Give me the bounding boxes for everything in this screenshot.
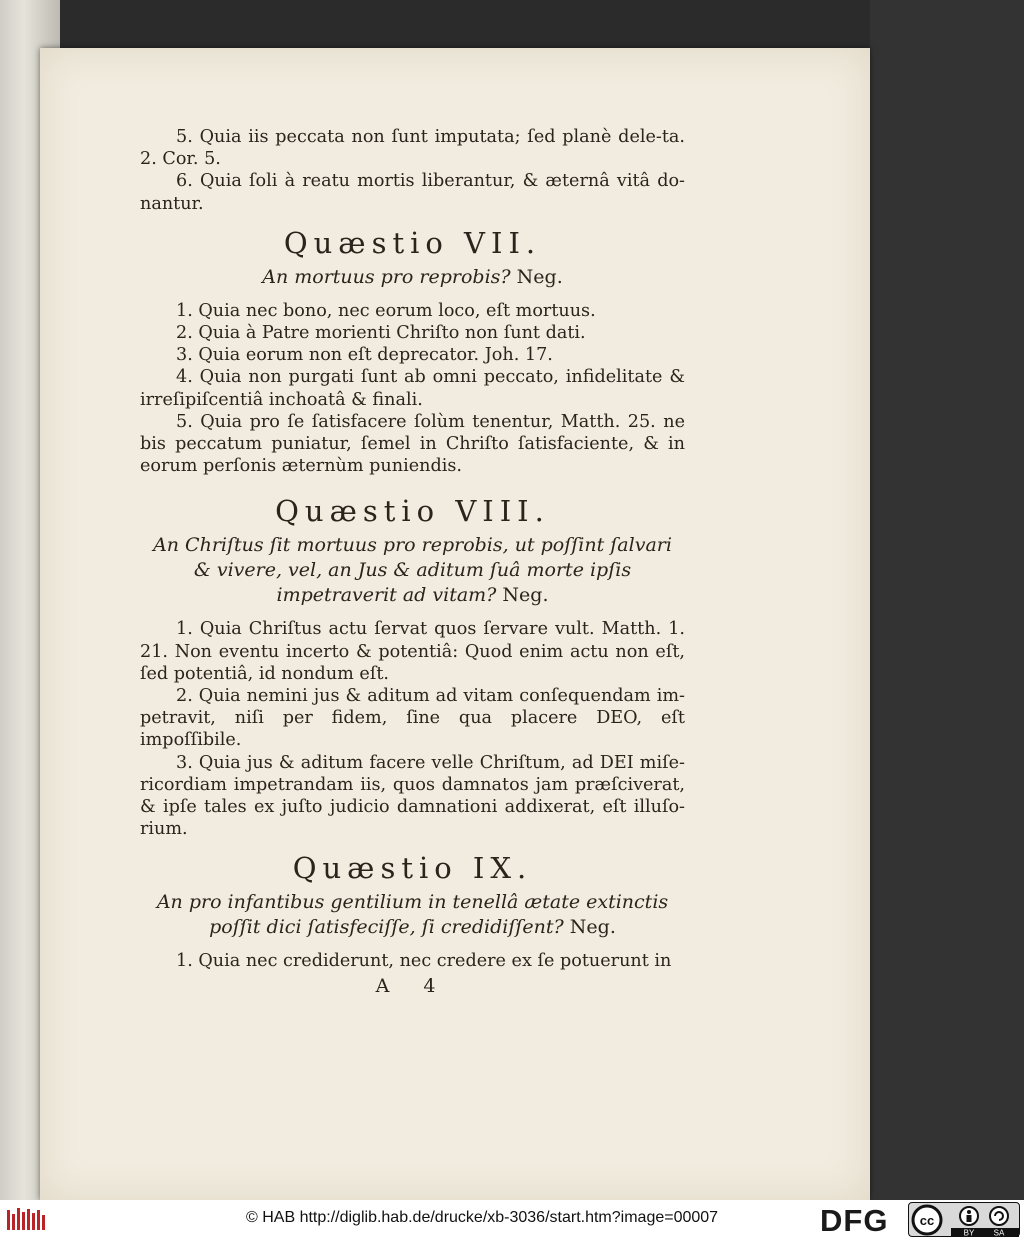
question-8 [150,533,675,608]
dfg-logo[interactable]: DFG [820,1203,889,1238]
question-9-neg: Neg. [569,916,616,939]
s7-item-3: 3. Quia eorum non eſt deprecator. Joh. 17. [176,345,553,366]
s8-item-2: 2. Quia nemini jus & aditum ad vitam conſequendam im-petravit, niſi per fidem, ſine qua placere DEO, eſt impoſſibile. [140,686,685,751]
s7-item-2: 2. Quia à Patre morienti Chriſto non ſunt dati. [176,323,586,344]
by-icon [960,1207,978,1225]
intro-line-6: 6. Quia ſoli à reatu mortis liberantur, & æternâ vitâ do-nantur. [140,171,685,214]
signature-mark: A 4 [375,974,450,997]
question-9-text: An pro infantibus gentilium in tenellâ ætate extinctis poſſit dici ſatisfeciſſe, ſi credidiſſent? [156,891,669,939]
s7-item-5: 5. Quia pro ſe ſatisfacere ſolùm tenentur, Matth. 25. ne bis peccatum puniatur, ſemel in Chriſto ſatisfaciente, & in eorum perſonis æternùm puniendis. [140,411,685,477]
viewer-footer-bar [0,1200,1024,1239]
heading-quaestio-8: Quæstio VIII. [275,494,550,529]
question-8-neg: Neg. [502,584,549,607]
heading-quaestio-9: Quæstio IX. [292,851,533,886]
cc-icon [913,1206,941,1234]
heading-quaestio-7: Quæstio VII. [283,225,542,260]
book-page [40,48,870,1200]
page-text [140,126,685,997]
copyright-url[interactable]: © HAB http://diglib.hab.de/drucke/xb-3036/start.htm?image=00007 [246,1209,719,1226]
cc-license-badge[interactable] [908,1202,1020,1237]
intro-line-5: 5. Quia iis peccata non ſunt imputata; ſed planè dele-ta. 2. Cor. 5. [140,127,685,170]
cc-by-label: BY [963,1228,975,1238]
s8-item-1: 1. Quia Chriſtus actu ſervat quos ſervare vult. Matth. 1. 21. Non eventu incerto & potentiâ: Quod enim actu non eſt, ſed potentiâ, id nondum eſt. [140,619,685,684]
s9-item-1: 1. Quia nec crediderunt, nec credere ex ſe potuerunt in [176,951,672,972]
hab-logo-icon[interactable] [6,1206,46,1234]
cc-sa-label: SA [993,1228,1005,1238]
viewer-background [870,0,1024,1200]
svg-text:cc: cc [919,1213,935,1228]
s7-item-4: 4. Quia non purgati ſunt ab omni peccato, infidelitate & irreſipiſcentiâ inchoatâ & finali. [140,367,685,410]
sa-icon [990,1207,1008,1225]
question-7-text: An mortuus pro reprobis? [262,265,511,288]
question-8-text: An Chriſtus ſit mortuus pro reprobis, ut poſſint ſalvari & vivere, vel, an Jus & aditum ſuâ morte ipſis impetraverit ad vitam? [153,534,672,607]
question-7-neg: Neg. [516,265,563,288]
s8-item-3: 3. Quia jus & aditum facere velle Chriſtum, ad DEI miſe-ricordiam impetrandam iis, quos damnatos jam præſciverat, & ipſe tales ex juſto judicio damnationi addixerat, eſt illuſo-rium. [140,752,685,840]
s7-item-1: 1. Quia nec bono, nec eorum loco, eſt mortuus. [176,300,596,321]
question-9 [150,890,675,940]
question-7 [150,265,675,290]
